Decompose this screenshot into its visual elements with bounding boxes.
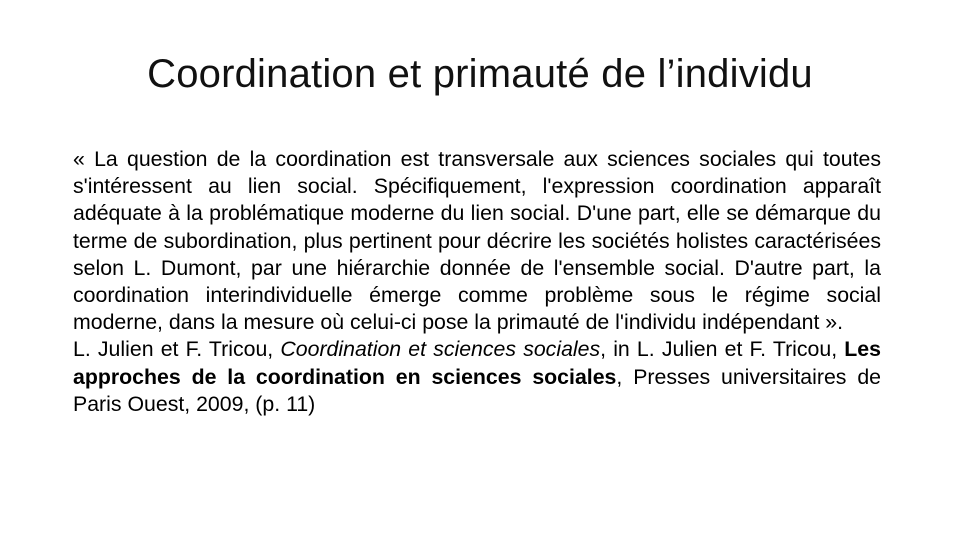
citation-in-text: , in L. Julien et F. Tricou, xyxy=(600,337,845,362)
citation-book-title: Les approches de la coordination en sciences sociales xyxy=(73,337,881,389)
quote-paragraph: « La question de la coordination est transversale aux sciences sociales qui toutes s'intéressent au lien social. Spécifiquement, l'expression coordination apparaît adéquate à la problématique moderne du lien social. D'une part, elle se démarque du terme de subordination, plus pertinent pour décrire les sociétés holistes caractérisées selon L. Dumont, par une hiérarchie donnée de l'ensemble social. D'autre part, la coordination interindividuelle émerge comme problème sous le régime social moderne, dans la mesure où celui-ci pose la primauté de l'individu indépendant ». xyxy=(73,147,881,335)
slide-title: Coordination et primauté de l’individu xyxy=(147,52,813,96)
citation-authors: L. Julien et F. Tricou, xyxy=(73,337,281,362)
citation-paragraph xyxy=(73,336,881,418)
citation-article-title: Coordination et sciences sociales xyxy=(280,337,601,362)
citation-publisher-info: , Presses universitaires de Paris Ouest, 2009, (p. 11) xyxy=(73,364,882,416)
slide-body xyxy=(73,146,881,418)
